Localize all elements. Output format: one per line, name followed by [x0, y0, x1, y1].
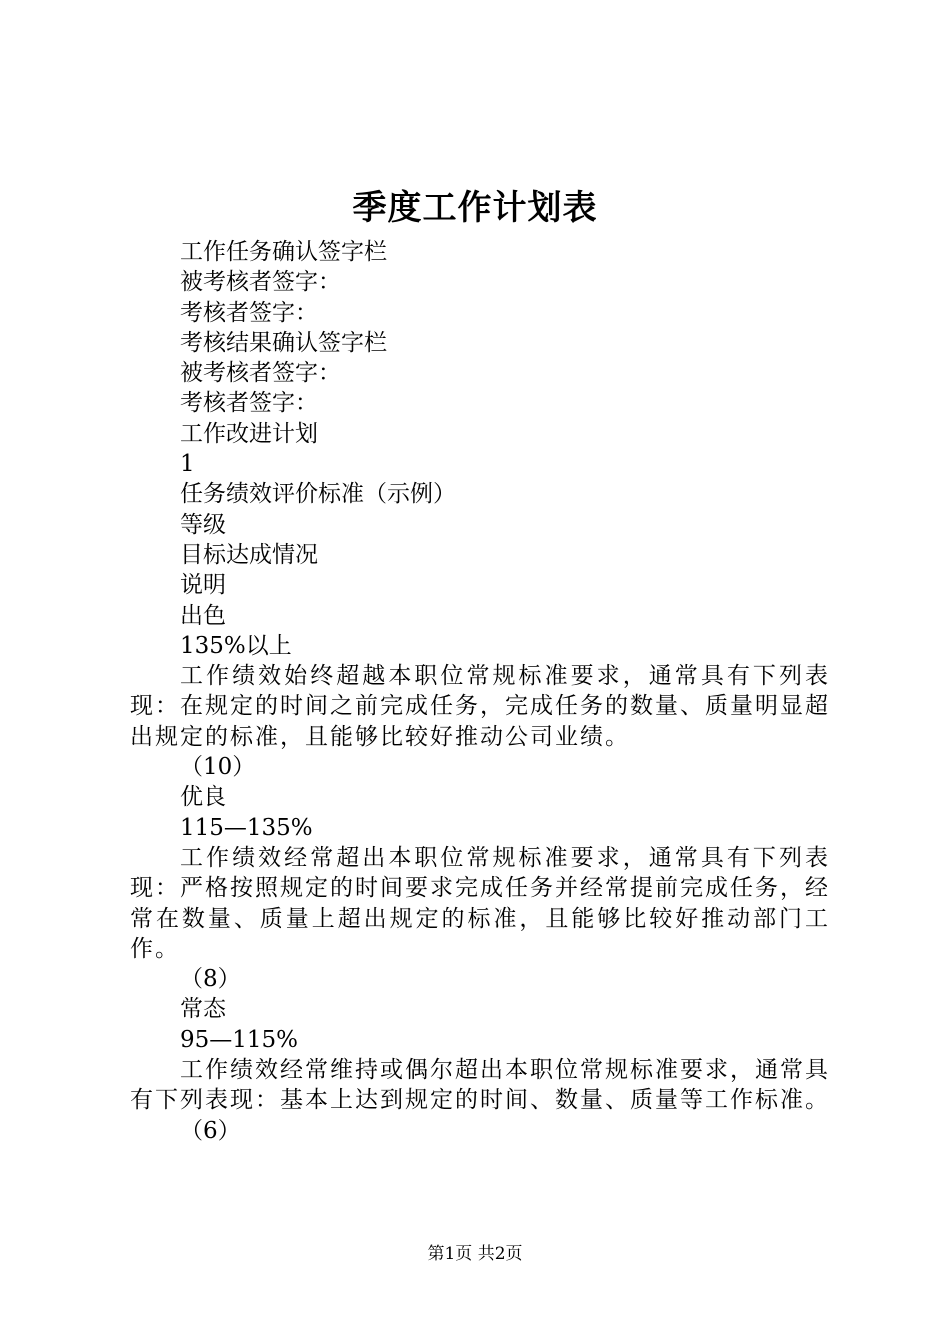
grade-label: 优良 [180, 784, 226, 811]
achievement-range: 115—135% [180, 814, 313, 841]
page-title: 季度工作计划表 [352, 188, 598, 228]
section-heading-improvement-plan: 工作改进计划 [180, 420, 318, 447]
column-header-grade: 等级 [180, 511, 226, 538]
document-body [130, 237, 830, 1146]
grade-description: 工作绩效经常维持或偶尔超出本职位常规标准要求，通常具有下列表现：基本上达到规定的时间、数量、质量等工作标准。 [130, 1057, 830, 1114]
grade-score: （6） [180, 1117, 241, 1144]
grade-label: 出色 [180, 602, 226, 629]
grade-score: （10） [180, 754, 256, 781]
assessor-signature-label: 考核者签字： [180, 390, 318, 417]
assessor-signature-label: 考核者签字： [180, 299, 318, 326]
assessee-signature-label: 被考核者签字： [180, 269, 341, 296]
column-header-description: 说明 [180, 572, 226, 599]
achievement-range: 95—115% [180, 1026, 299, 1053]
page-number: 第1页 共2页 [427, 1244, 523, 1264]
grade-description: 工作绩效经常超出本职位常规标准要求，通常具有下列表现：严格按照规定的时间要求完成任务并经常提前完成任务，经常在数量、质量上超出规定的标准，且能够比较好推动部门工作。 [130, 844, 830, 962]
section-heading-task-confirm: 工作任务确认签字栏 [180, 239, 387, 265]
grade-description: 工作绩效始终超越本职位常规标准要求，通常具有下列表现：在规定的时间之前完成任务，完成任务的数量、质量明显超出规定的标准，且能够比较好推动公司业绩。 [130, 663, 830, 750]
section-heading-evaluation-standard: 任务绩效评价标准（示例） [180, 481, 456, 508]
achievement-range: 135%以上 [180, 632, 292, 659]
item-number: 1 [180, 451, 195, 478]
section-heading-result-confirm: 考核结果确认签字栏 [180, 329, 387, 356]
grade-label: 常态 [180, 996, 226, 1023]
grade-score: （8） [180, 966, 241, 993]
column-header-achievement: 目标达成情况 [180, 541, 318, 568]
assessee-signature-label: 被考核者签字： [180, 360, 341, 387]
